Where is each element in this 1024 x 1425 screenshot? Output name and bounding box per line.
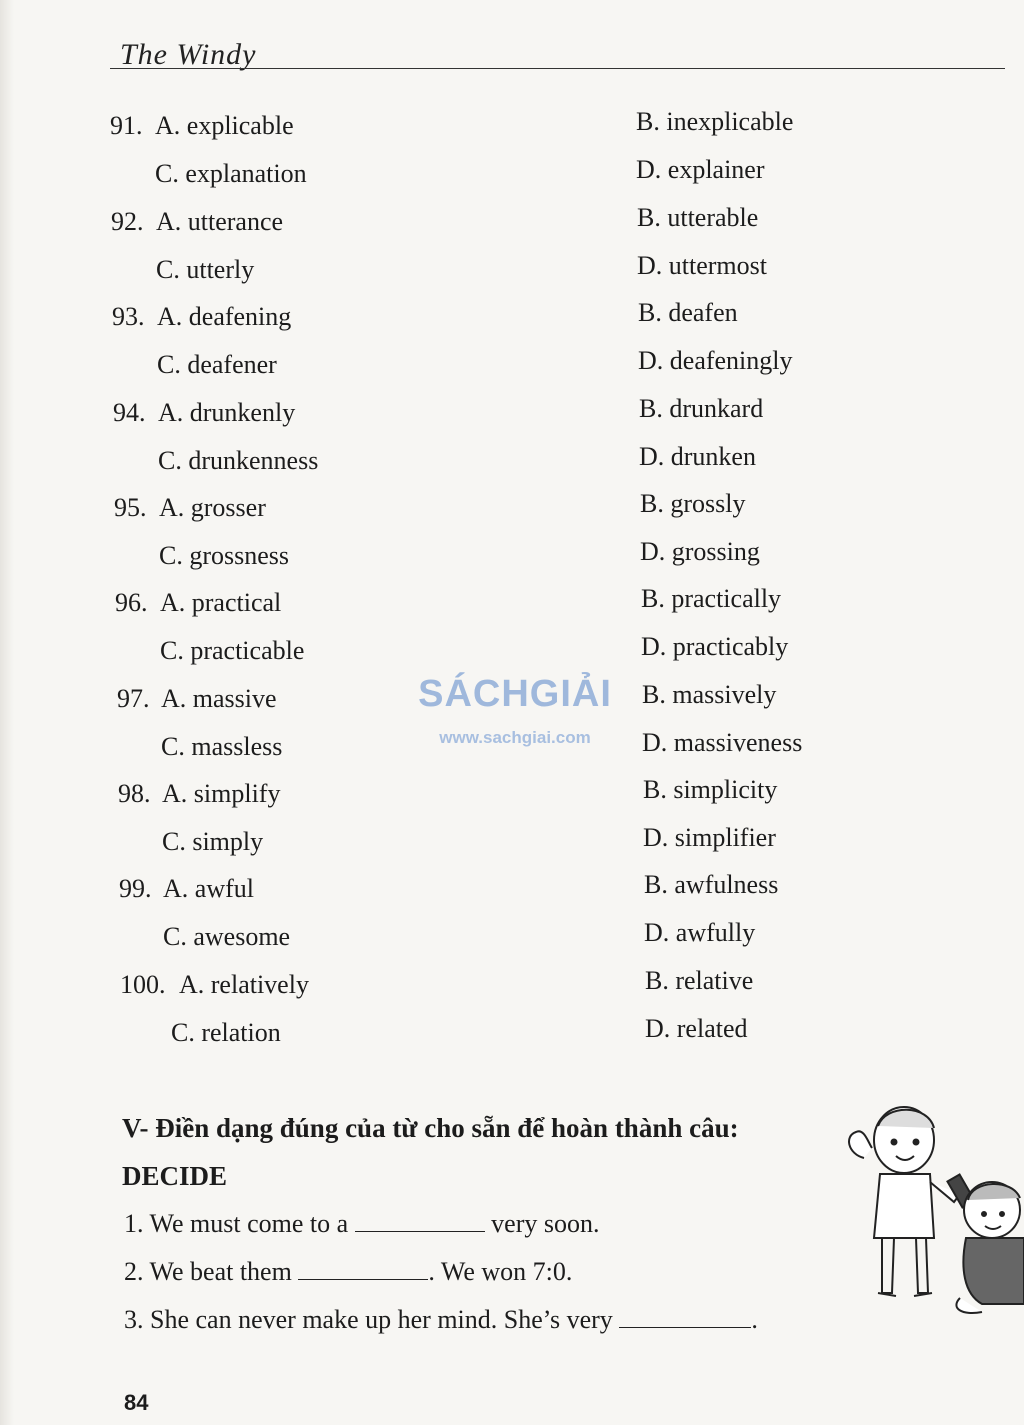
watermark-logo: SÁCHGIẢI: [418, 673, 612, 715]
answer-blank: [355, 1205, 485, 1232]
question-row-97-ab: [0, 679, 1024, 719]
option-d: D. simplifier: [643, 823, 776, 852]
option-c: C. utterly: [156, 255, 255, 284]
sentence-text-after: . We won 7:0.: [428, 1257, 573, 1286]
option-a: A. utterance: [156, 207, 284, 236]
section-keyword: DECIDE: [122, 1161, 228, 1191]
option-b: B. deafen: [638, 298, 738, 327]
option-d: D. related: [645, 1014, 748, 1043]
option-b: B. utterable: [637, 203, 759, 232]
option-c: C. explanation: [155, 159, 307, 188]
sentence-text-before: 1. We must come to a: [124, 1209, 349, 1238]
question-number: 91.: [110, 111, 143, 140]
question-row-99-ab: [0, 869, 1024, 909]
option-a: A. relatively: [179, 970, 309, 999]
option-d: D. deafeningly: [638, 346, 793, 375]
question-number: 92.: [111, 207, 144, 236]
option-a: A. explicable: [155, 111, 294, 140]
children-illustration: [842, 1098, 1024, 1318]
option-d: D. grossing: [640, 537, 760, 566]
exercise-sentence-2: [124, 1252, 572, 1292]
question-row-91-ab: [0, 106, 1024, 146]
option-d: D. drunken: [639, 442, 756, 471]
option-d: D. awfully: [644, 918, 756, 947]
question-row-91-cd: [0, 154, 1024, 194]
question-row-95-cd: [0, 536, 1024, 576]
option-a: A. simplify: [162, 779, 281, 808]
option-c: C. simply: [162, 827, 264, 856]
option-a: A. practical: [160, 588, 282, 617]
option-b: B. massively: [642, 680, 777, 709]
answer-blank: [619, 1301, 751, 1328]
option-b: B. practically: [641, 584, 782, 613]
option-d: D. uttermost: [637, 251, 767, 280]
question-row-98-cd: [0, 822, 1024, 862]
question-row-96-ab: [0, 583, 1024, 623]
sentence-text-after: .: [751, 1305, 758, 1334]
sentence-text-after: very soon.: [491, 1209, 600, 1238]
option-d: D. practicably: [641, 632, 789, 661]
question-row-99-cd: [0, 917, 1024, 957]
question-number: 98.: [118, 779, 151, 808]
option-b: B. simplicity: [643, 775, 778, 804]
question-row-92-cd: [0, 250, 1024, 290]
answer-blank: [298, 1253, 428, 1280]
exercise-sentence-1: [124, 1204, 600, 1244]
watermark-url: www.sachgiai.com: [439, 728, 591, 747]
question-row-93-cd: [0, 345, 1024, 385]
question-number: 99.: [119, 874, 152, 903]
question-row-95-ab: [0, 488, 1024, 528]
option-b: B. grossly: [640, 489, 746, 518]
sentence-text-before: 2. We beat them: [124, 1257, 292, 1286]
option-c: C. grossness: [159, 541, 290, 570]
question-row-97-cd: [0, 727, 1024, 767]
option-d: D. massiveness: [642, 728, 803, 757]
option-c: C. deafener: [157, 350, 277, 379]
option-c: C. relation: [171, 1018, 281, 1047]
option-b: B. awfulness: [644, 870, 779, 899]
question-row-96-cd: [0, 631, 1024, 671]
question-number: 96.: [115, 588, 148, 617]
option-c: C. massless: [161, 732, 283, 761]
option-d: D. explainer: [636, 155, 765, 184]
question-number: 94.: [113, 398, 146, 427]
question-row-94-cd: [0, 441, 1024, 481]
option-c: C. drunkenness: [158, 446, 319, 475]
option-a: A. massive: [161, 684, 277, 713]
option-a: A. deafening: [157, 302, 292, 331]
option-a: A. grosser: [159, 493, 266, 522]
option-b: B. inexplicable: [636, 107, 794, 136]
option-a: A. drunkenly: [158, 398, 296, 427]
question-row-94-ab: [0, 393, 1024, 433]
question-number: 93.: [112, 302, 145, 331]
page-number: 84: [124, 1390, 149, 1415]
question-row-100-cd: [0, 1013, 1024, 1053]
header-rule: [110, 68, 1005, 69]
option-c: C. practicable: [160, 636, 305, 665]
exercise-sentence-3: [124, 1300, 758, 1340]
question-number: 100.: [120, 970, 166, 999]
question-row-93-ab: [0, 297, 1024, 337]
question-number: 97.: [117, 684, 150, 713]
running-header-title: The Windy: [120, 38, 257, 71]
section-heading: V- Điền dạng đúng của từ cho sẵn để hoàn thành câu:: [122, 1113, 739, 1143]
option-b: B. relative: [645, 966, 754, 995]
question-row-100-ab: [0, 965, 1024, 1005]
question-row-92-ab: [0, 202, 1024, 242]
question-number: 95.: [114, 493, 147, 522]
question-row-98-ab: [0, 774, 1024, 814]
option-c: C. awesome: [163, 922, 291, 951]
sentence-text-before: 3. She can never make up her mind. She’s very: [124, 1305, 613, 1334]
option-b: B. drunkard: [639, 394, 764, 423]
option-a: A. awful: [163, 874, 254, 903]
